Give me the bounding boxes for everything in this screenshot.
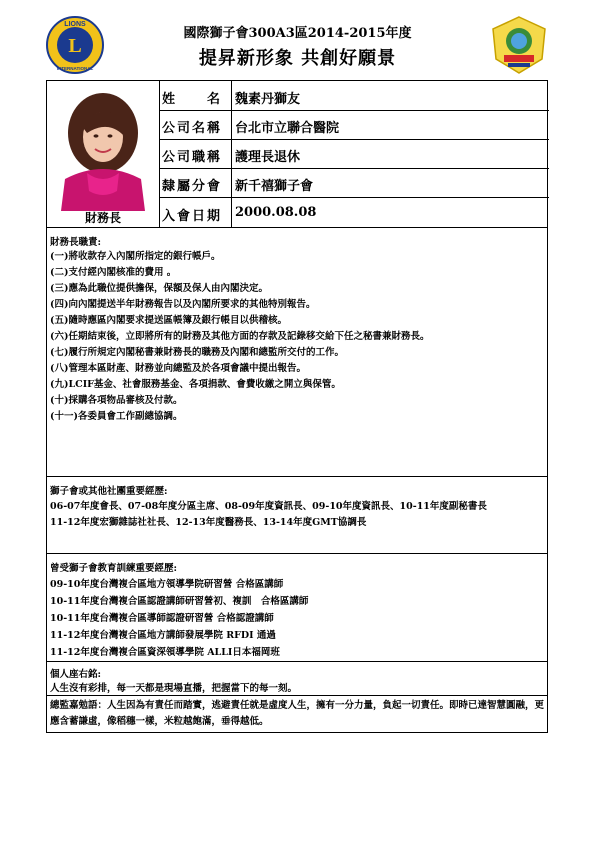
field-label-join-date: 入會日期 xyxy=(162,209,223,224)
divider xyxy=(47,661,547,662)
training-line: 11-12年度台灣複合區資深領導學院 ALLI日本福岡班 xyxy=(50,647,280,658)
motto-title: 個人座右銘: xyxy=(50,669,102,680)
profile-sheet xyxy=(46,80,548,733)
divider xyxy=(47,553,547,554)
training-line: 11-12年度台灣複合區地方講師發展學院 RFDI 通過 xyxy=(50,630,276,641)
divider xyxy=(159,81,160,227)
field-label-club: 隸屬分會 xyxy=(162,179,223,194)
divider xyxy=(47,476,547,477)
duty-item: (四)向內閣提送半年財務報告以及內閣所要求的其他特別報告。 xyxy=(50,299,316,310)
duty-item: (十)採購各項物品審核及付款。 xyxy=(50,395,183,406)
field-value-company: 台北市立聯合醫院 xyxy=(235,121,340,136)
duty-item: (五)隨時應區內閣要求提送區帳簿及銀行帳目以供稽核。 xyxy=(50,315,287,326)
training-title: 曾受獅子會教育訓練重要經歷: xyxy=(50,563,178,574)
club-experience-title: 獅子會或其他社團重要經歷: xyxy=(50,486,168,497)
training-line: 09-10年度台灣複合區地方領導學院研習營 合格區講師 xyxy=(50,579,284,590)
svg-text:LIONS: LIONS xyxy=(64,21,86,28)
divider xyxy=(159,197,549,198)
profile-photo xyxy=(47,81,159,211)
divider xyxy=(159,139,549,140)
club-experience-line: 06-07年度會長、07-08年度分區主席、08-09年度資訊長、09-10年度資訊長、10-11年度副秘書長 xyxy=(50,501,487,512)
divider xyxy=(159,168,549,169)
duty-item: (二)支付經內閣核准的費用 。 xyxy=(50,267,177,278)
duty-item: (三)應為此職位提供擔保，保額及保人由內閣決定。 xyxy=(50,283,268,294)
club-experience-line: 11-12年度宏獅雜誌社社長、12-13年度醫務長、13-14年度GMT協調長 xyxy=(50,517,367,528)
training-line: 10-11年度台灣複合區認證講師研習營初、複訓 合格區講師 xyxy=(50,596,309,607)
header-slogan: 提昇新形象 共創好願景 xyxy=(198,48,397,69)
role-caption: 財務長 xyxy=(84,211,121,225)
field-value-club: 新千禧獅子會 xyxy=(235,179,314,194)
field-value-join-date: 2000.08.08 xyxy=(235,205,317,220)
motto-text: 人生沒有彩排，每一天都是現場直播，把握當下的每一刻。 xyxy=(50,683,298,694)
divider xyxy=(47,695,547,696)
svg-text:L: L xyxy=(68,35,82,57)
header-title: 國際獅子會300A3區2014-2015年度 xyxy=(183,26,412,41)
duty-item: (七)履行所規定內閣秘書兼財務長的職務及內閣和總監所交付的工作。 xyxy=(50,347,344,358)
divider xyxy=(159,110,549,111)
divider xyxy=(231,81,232,227)
svg-text:INTERNATIONAL: INTERNATIONAL xyxy=(56,66,94,71)
field-label-position: 公司職稱 xyxy=(162,150,223,165)
duty-item: (十一)各委員會工作副總協調。 xyxy=(50,411,183,422)
training-line: 10-11年度台灣複合區導師認證研習營 合格認證講師 xyxy=(50,613,274,624)
field-value-position: 護理長退休 xyxy=(235,150,301,165)
duty-item: (一)將收款存入內閣所指定的銀行帳戶。 xyxy=(50,251,221,262)
field-label-name: 姓 名 xyxy=(162,92,223,107)
duty-item: (六)任期結束後，立即將所有的財務及其他方面的存款及記錄移交給下任之秘書兼財務長。 xyxy=(50,331,430,342)
divider xyxy=(47,227,547,228)
duty-item: (九)LCIF基金、社會服務基金、各項捐款、會費收繳之開立與保管。 xyxy=(50,379,341,390)
field-label-company: 公司名稱 xyxy=(162,121,223,136)
duties-title: 財務長職責: xyxy=(50,237,102,248)
field-value-name: 魏素丹獅友 xyxy=(235,92,301,107)
profile-photo-cell xyxy=(47,81,159,227)
encouragement-text: 總監嘉勉語：人生因為有責任而踏實，逃避責任就是虛度人生，擁有一分力量，負起一切責任。即時已達智慧圓融，更應含蓄謙虛，像稻穗一樣，米粒越飽滿，垂得越低。 xyxy=(50,700,545,727)
duty-item: (八)管理本區財產、財務並向總監及於各項會議中提出報告。 xyxy=(50,363,306,374)
